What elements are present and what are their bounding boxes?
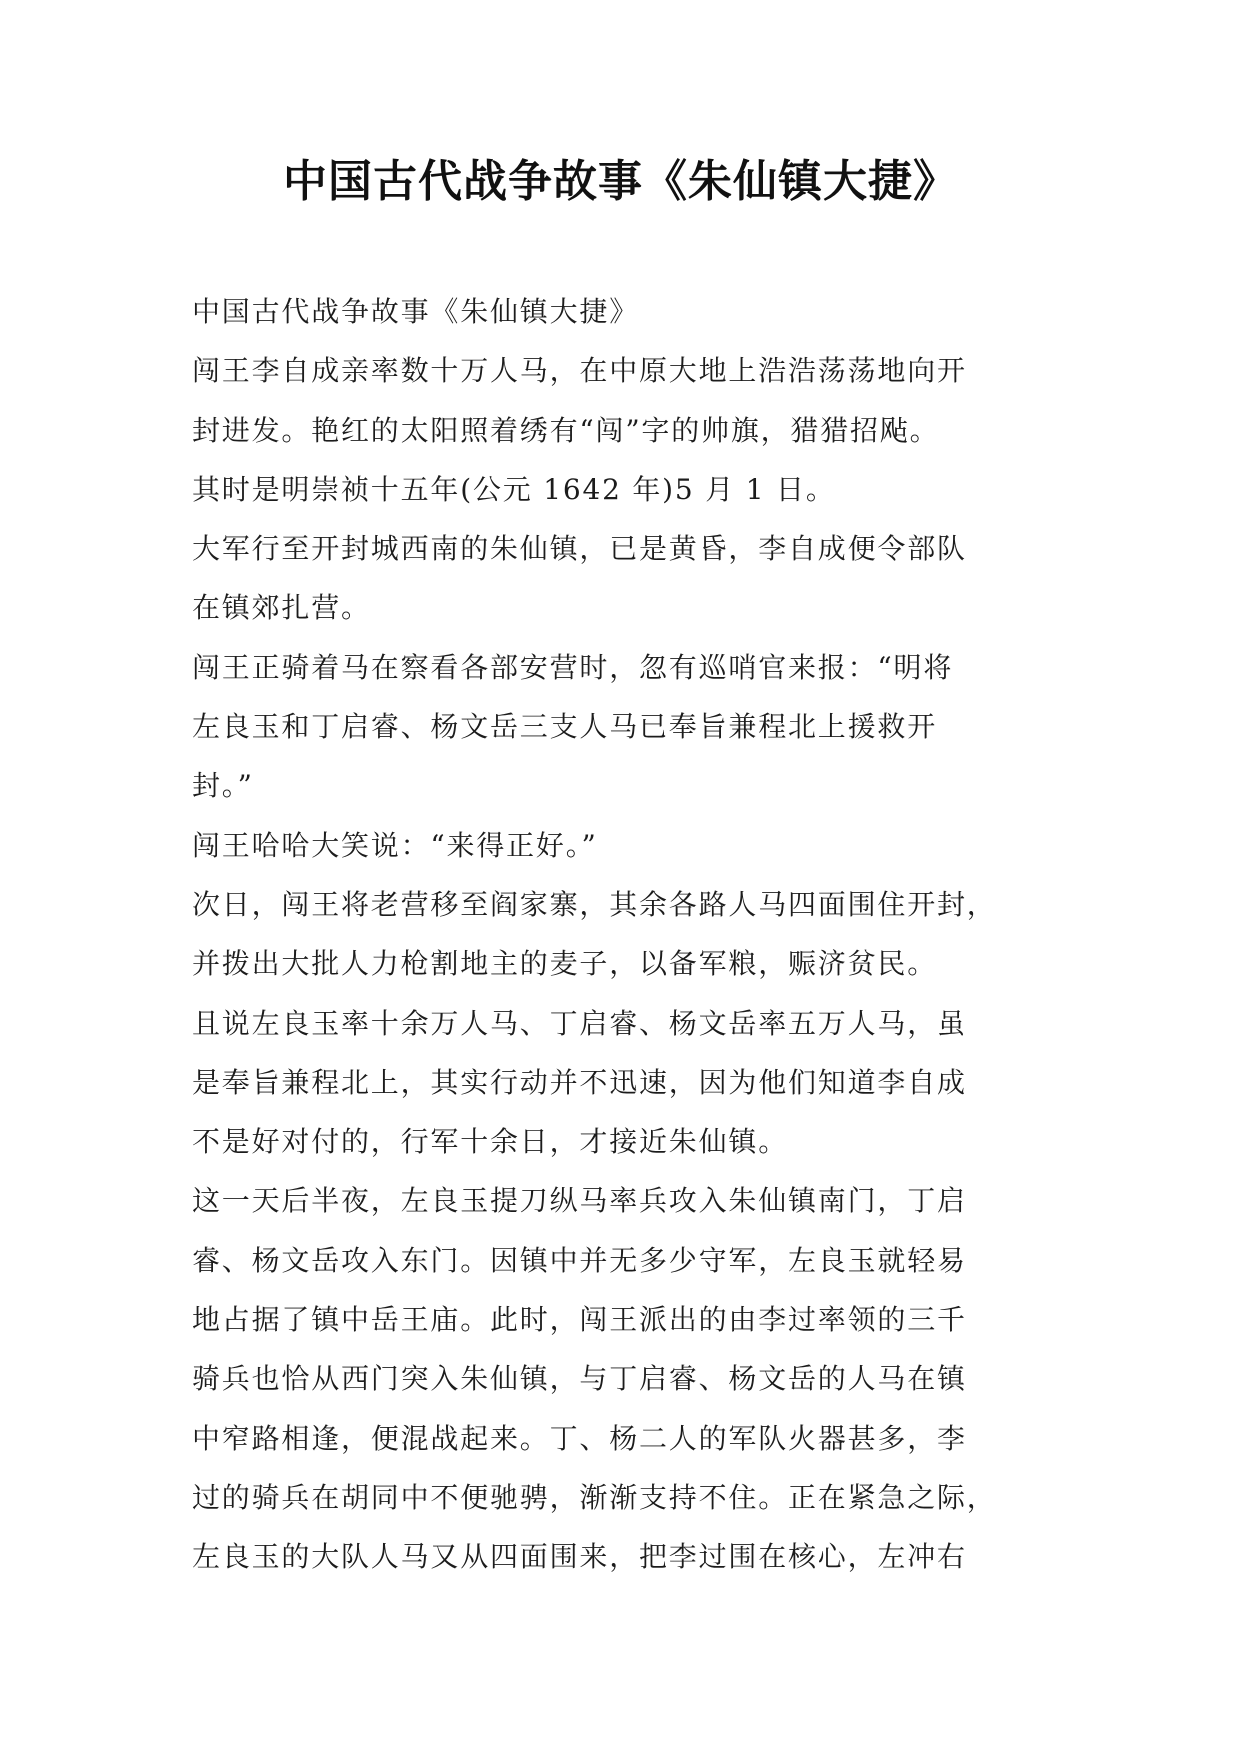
text-line: 中国古代战争故事《朱仙镇大捷》: [192, 295, 640, 328]
document-title: 中国古代战争故事《朱仙镇大捷》: [283, 156, 958, 207]
text-line: 大军行至开封城西南的朱仙镇，已是黄昏，李自成便令部队: [192, 532, 967, 566]
text-line: 闯王哈哈大笑说：“来得正好。”: [192, 828, 598, 862]
text-line: 并拨出大批人力枪割地主的麦子，以备军粮，赈济贫民。: [192, 947, 938, 981]
text-line: 骑兵也恰从西门突入朱仙镇，与丁启睿、杨文岳的人马在镇: [192, 1362, 967, 1396]
text-line: 过的骑兵在胡同中不便驰骋，渐渐支持不住。正在紧急之际，: [192, 1480, 997, 1514]
text-line: 睿、杨文岳攻入东门。因镇中并无多少守军，左良玉就轻易: [192, 1243, 967, 1277]
text-line: 次日，闯王将老营移至阎家寨，其余各路人马四面围住开封，: [192, 887, 997, 921]
text-line: 不是好对付的，行军十余日，才接近朱仙镇。: [192, 1125, 789, 1159]
text-line: 中窄路相逢，便混战起来。丁、杨二人的军队火器甚多，李: [192, 1421, 967, 1455]
text-line: 闯王正骑着马在察看各部安营时，忽有巡哨官来报：“明将: [192, 650, 954, 684]
text-line: 闯王李自成亲率数十万人马，在中原大地上浩浩荡荡地向开: [192, 354, 967, 388]
text-line: 左良玉的大队人马又从四面围来，把李过围在核心，左冲右: [192, 1540, 967, 1574]
text-line: 在镇郊扎营。: [192, 591, 371, 625]
text-line: 地占据了镇中岳王庙。此时，闯王派出的由李过率领的三千: [192, 1303, 967, 1337]
text-line: 是奉旨兼程北上，其实行动并不迅速，因为他们知道李自成: [192, 1065, 967, 1099]
text-line: 封。”: [192, 769, 254, 803]
text-line: 且说左良玉率十余万人马、丁启睿、杨文岳率五万人马，虽: [192, 1006, 967, 1040]
text-line: 这一天后半夜，左良玉提刀纵马率兵攻入朱仙镇南门，丁启: [192, 1184, 967, 1218]
text-line: 其时是明崇祯十五年(公元 1642 年)5 月 1 日。: [192, 472, 836, 506]
document-body: [192, 282, 1062, 1587]
text-line: 封进发。艳红的太阳照着绣有“闯”字的帅旗，猎猎招飐。: [192, 413, 940, 447]
text-line: 左良玉和丁启睿、杨文岳三支人马已奉旨兼程北上援救开: [192, 710, 938, 744]
